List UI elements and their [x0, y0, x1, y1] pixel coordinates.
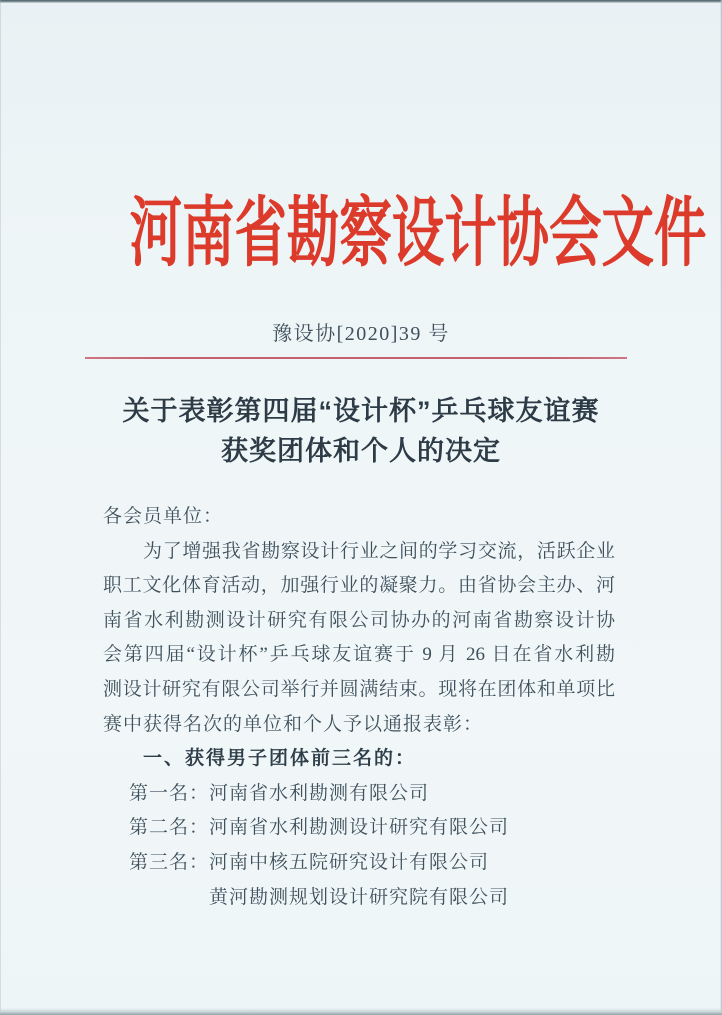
- body-line: 会第四届“设计杯”乒乓球友谊赛于 9 月 26 日在省水利勘: [103, 644, 615, 666]
- rank-third-line-cont: 黄河勘测规划设计研究院有限公司: [209, 886, 510, 908]
- salutation-line: 各会员单位：: [103, 506, 224, 527]
- document-number: 豫设协[2020]39 号: [272, 323, 450, 345]
- document-title: [0, 391, 722, 471]
- document-title-line2: 获奖团体和个人的决定: [221, 436, 501, 466]
- scan-edge-top: [0, 0, 722, 3]
- document-title-line1: 关于表彰第四届“设计杯”乒乓球友谊赛: [122, 396, 600, 426]
- document-body: [103, 500, 615, 915]
- body-line: 赛中获得名次的单位和个人予以通报表彰：: [103, 713, 484, 735]
- agency-title-text: 河南省勘察设计协会文件: [129, 192, 707, 276]
- scan-edge-left: [0, 0, 1, 1015]
- body-line: 为了增强我省勘察设计行业之间的学习交流，活跃企业: [143, 540, 615, 562]
- rank-first-line: 第一名：河南省水利勘测有限公司: [129, 782, 430, 804]
- section-heading: 一、获得男子团体前三名的：: [143, 748, 417, 770]
- body-line: 南省水利勘测设计研究有限公司协办的河南省勘察设计协: [103, 609, 615, 631]
- scan-edge-bottom: [0, 1008, 722, 1015]
- body-line: 测设计研究有限公司举行并圆满结束。现将在团体和单项比: [103, 678, 615, 700]
- rank-third-line: 第三名：河南中核五院研究设计有限公司: [129, 851, 490, 873]
- red-divider-line: [85, 357, 627, 359]
- rank-second-line: 第二名：河南省水利勘测设计研究有限公司: [129, 817, 510, 839]
- body-line: 职工文化体育活动，加强行业的凝聚力。由省协会主办、河: [103, 575, 615, 597]
- agency-red-header: [0, 186, 722, 282]
